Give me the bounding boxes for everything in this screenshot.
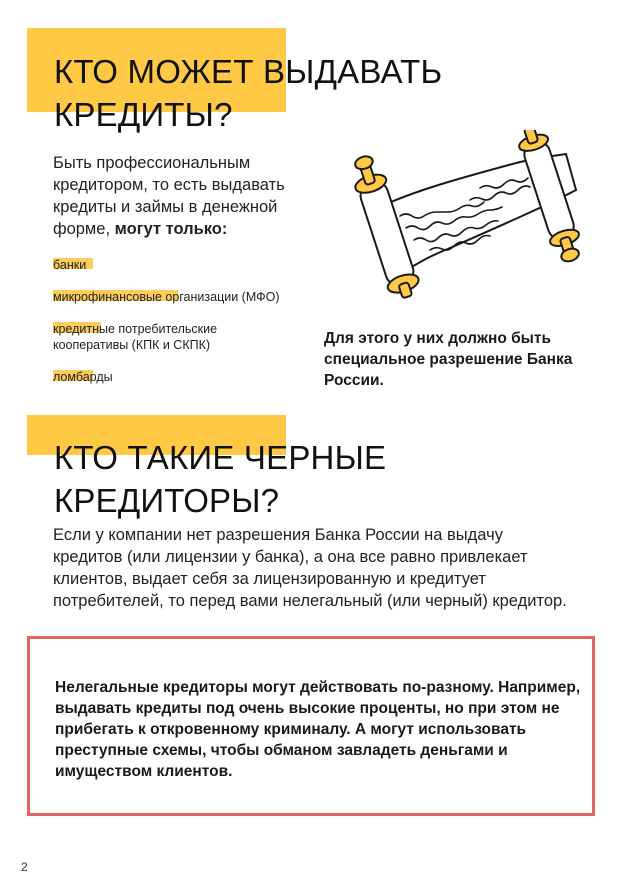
title-line: КРЕДИТЫ? — [54, 96, 233, 133]
page-number: 2 — [21, 860, 28, 874]
scroll-icon — [330, 130, 610, 300]
lenders-list — [53, 257, 303, 385]
list-item: кредитные потребительские кооперативы (КПК и СКПК) — [53, 322, 218, 352]
list-item: банки — [53, 257, 303, 273]
warning-callout — [27, 636, 595, 816]
black-lenders-paragraph: Если у компании нет разрешения Банка России на выдачу кредитов (или лицензии у банка), а она все равно привлекает клиентов, выдает себя за лицензированную и кредитует потребителей, то перед вами нелегальный (или черный) кредитор. — [53, 526, 567, 610]
intro-paragraph — [53, 152, 323, 240]
section-title-black-lenders — [54, 436, 386, 522]
title-line: КТО МОЖЕТ ВЫДАВАТЬ — [54, 53, 443, 90]
list-item: ломбарды — [53, 370, 113, 384]
callout-text: Нелегальные кредиторы могут действовать по-разному. Например, выдавать кредиты под очень высокие проценты, но при этом не прибегать к откровенному криминалу. А могут использовать преступные схемы, чтобы обманом завладеть деньгами и имуществом клиентов. — [55, 679, 581, 780]
intro-text: Быть профессиональным кредитором, то есть выдавать кредиты и займы в денежной форме, — [53, 154, 285, 238]
title-line: КТО ТАКИЕ ЧЕРНЫЕ — [54, 439, 387, 476]
license-note: Для этого у них должно быть специальное разрешение Банка России. — [324, 330, 573, 389]
section-title-lenders — [54, 50, 442, 136]
title-line: КРЕДИТОРЫ? — [54, 482, 280, 519]
list-item: микрофинансовые организации (МФО) — [53, 290, 280, 304]
intro-bold: могут только: — [114, 220, 228, 238]
